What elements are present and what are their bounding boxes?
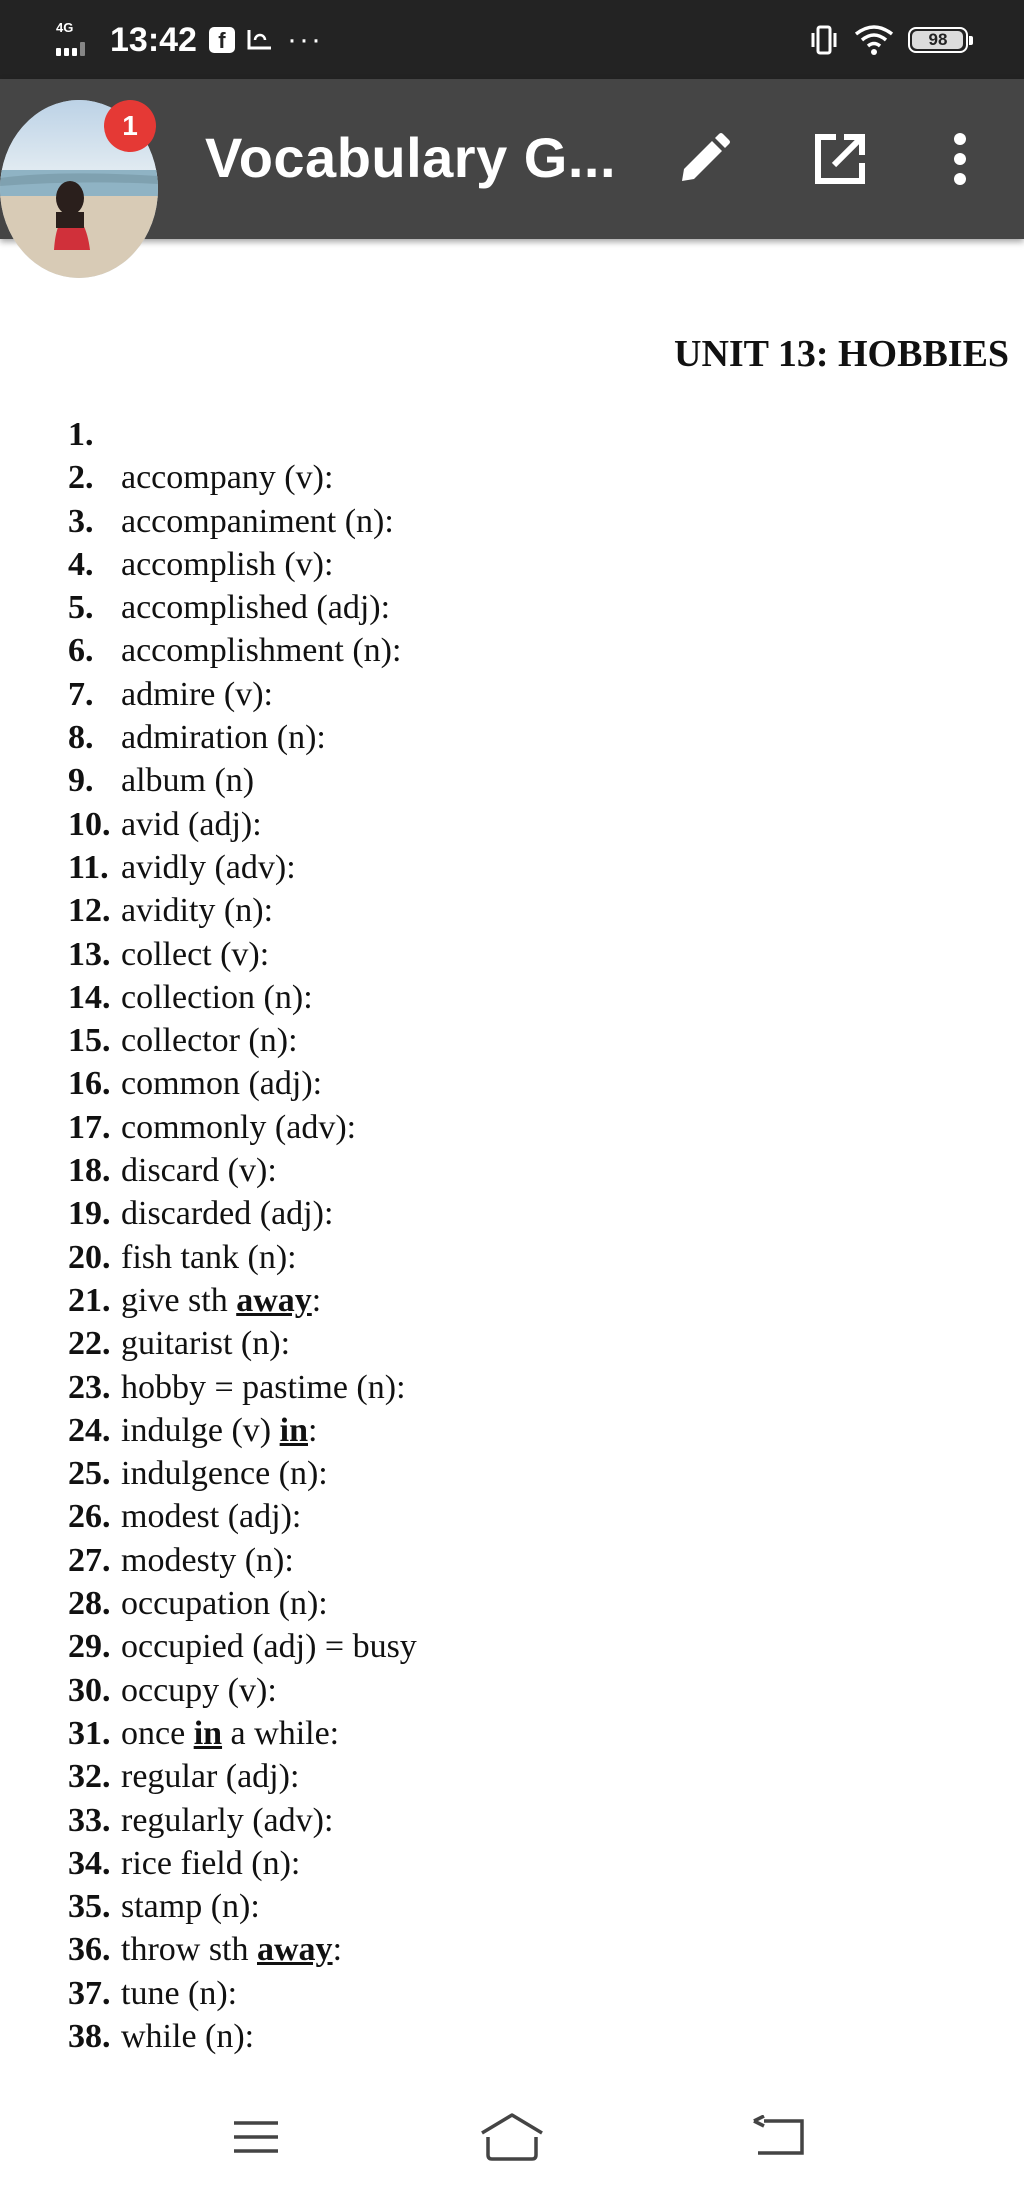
network-type: 4G (56, 20, 74, 35)
vocab-item (68, 1149, 417, 1192)
term-text: accomplishment (n): (121, 632, 402, 670)
item-term (121, 1322, 290, 1365)
wifi-icon (854, 24, 894, 56)
item-term (121, 543, 333, 586)
item-term (121, 500, 394, 543)
status-bar (0, 0, 1024, 79)
item-number: 11. (68, 848, 109, 886)
vocab-item (68, 1712, 417, 1755)
term-text: fish tank (n): (121, 1238, 297, 1276)
term-text: accompany (v): (121, 459, 334, 497)
open-external-button[interactable] (804, 123, 876, 195)
item-number: 32. (68, 1758, 111, 1796)
term-text: hobby = pastime (n): (121, 1368, 406, 1406)
notification-badge: 1 (104, 100, 156, 152)
vocab-item (68, 586, 417, 629)
signal-icon (56, 20, 98, 60)
item-number: 10. (68, 805, 111, 843)
item-number: 4. (68, 545, 94, 583)
item-term (121, 456, 333, 499)
item-term (121, 2015, 254, 2058)
vocab-item (68, 1366, 417, 1409)
item-term (121, 1582, 328, 1625)
item-number: 24. (68, 1411, 111, 1449)
item-term (121, 1236, 297, 1279)
item-term (121, 1366, 406, 1409)
term-text: give sth (121, 1281, 237, 1319)
vocab-item (68, 456, 417, 499)
item-number: 27. (68, 1541, 111, 1579)
item-number: 29. (68, 1628, 111, 1666)
term-text: album (n) (121, 762, 255, 800)
item-number: 28. (68, 1585, 111, 1623)
item-number: 15. (68, 1022, 111, 1060)
item-term (121, 1928, 342, 1971)
more-notifications-icon: ··· (286, 23, 323, 56)
item-number: 1. (68, 416, 94, 453)
item-term (121, 1495, 301, 1538)
item-number: 23. (68, 1368, 111, 1406)
status-left (56, 18, 323, 62)
item-term (121, 1669, 277, 1712)
battery-level: 98 (928, 30, 948, 49)
term-particle: away (257, 1931, 333, 1969)
term-text: accompaniment (n): (121, 502, 394, 540)
vocab-item (68, 1669, 417, 1712)
item-term (121, 716, 326, 759)
item-term (121, 889, 273, 932)
open-external-icon (810, 129, 870, 189)
term-particle: in (279, 1411, 308, 1449)
item-number: 38. (68, 2017, 111, 2055)
vocab-item (68, 933, 417, 976)
item-number: 18. (68, 1152, 111, 1190)
item-term (121, 1062, 322, 1105)
term-particle: in (193, 1714, 223, 1752)
item-number: 33. (68, 1801, 111, 1839)
item-number: 20. (68, 1238, 111, 1276)
item-term (121, 976, 313, 1019)
item-number: 30. (68, 1671, 111, 1709)
vocab-item (68, 1625, 417, 1668)
term-text: : (332, 1931, 343, 1969)
vocab-item (68, 1236, 417, 1279)
term-text: indulgence (n): (121, 1455, 328, 1493)
vibrate-icon (808, 23, 840, 57)
vocab-item (68, 846, 417, 889)
edit-icon (674, 129, 734, 189)
term-text: while (n): (121, 2017, 255, 2055)
item-number: 9. (68, 762, 94, 800)
term-text: collect (v): (121, 935, 270, 973)
vocab-item (68, 1755, 417, 1798)
item-number: 8. (68, 719, 94, 757)
term-text: rice field (n): (121, 1844, 301, 1882)
item-term (121, 1019, 298, 1062)
item-number: 22. (68, 1325, 111, 1363)
vocab-item (68, 1582, 417, 1625)
term-text: : (311, 1281, 322, 1319)
term-text: common (adj): (121, 1065, 323, 1103)
item-term (121, 629, 401, 672)
term-text: occupied (adj) = busy (121, 1628, 417, 1666)
item-number: 37. (68, 1974, 111, 2012)
vocab-item (68, 1279, 417, 1322)
item-term (121, 1192, 333, 1235)
term-text: commonly (adv): (121, 1108, 357, 1146)
item-term (121, 1625, 417, 1668)
vocab-item (68, 976, 417, 1019)
unit-heading: UNIT 13: HOBBIES (674, 333, 1010, 375)
more-options-button[interactable] (928, 123, 992, 195)
item-term (121, 1755, 299, 1798)
term-text: collection (n): (121, 978, 313, 1016)
term-text: throw sth (121, 1931, 257, 1969)
item-number: 14. (68, 978, 111, 1016)
vocab-item (68, 1106, 417, 1149)
term-text: admiration (n): (121, 719, 326, 757)
status-right (808, 20, 968, 60)
item-number: 12. (68, 892, 111, 930)
battery-icon (908, 27, 968, 53)
vocab-item (68, 1452, 417, 1495)
item-term (121, 1409, 317, 1452)
item-term (121, 803, 262, 846)
term-particle: away (236, 1281, 312, 1319)
item-number: 3. (68, 502, 94, 540)
term-text: avidly (adv): (121, 848, 296, 886)
term-text: occupy (v): (121, 1671, 277, 1709)
vocab-item (68, 1539, 417, 1582)
term-text: discard (v): (121, 1152, 277, 1190)
term-text: guitarist (n): (121, 1325, 291, 1363)
vocab-item (68, 1928, 417, 1971)
term-text: occupation (n): (121, 1585, 328, 1623)
vocab-item (68, 803, 417, 846)
vocab-item (68, 1799, 417, 1842)
term-text: a while: (222, 1714, 340, 1752)
item-term (121, 673, 273, 716)
item-number: 19. (68, 1195, 111, 1233)
item-number: 13. (68, 935, 111, 973)
term-text: admire (v): (121, 675, 273, 713)
term-text: regularly (adv): (121, 1801, 334, 1839)
item-term (121, 1279, 321, 1322)
item-term (121, 1149, 277, 1192)
item-number: 5. (68, 589, 94, 627)
vocab-item (68, 889, 417, 932)
item-number: 36. (68, 1931, 111, 1969)
vocab-item (68, 2015, 417, 2058)
notification-icon (245, 27, 275, 53)
edit-button[interactable] (668, 123, 740, 195)
vocab-item (68, 1495, 417, 1538)
facebook-icon: f (209, 27, 235, 53)
item-term (121, 1972, 237, 2015)
menu-icon (230, 2117, 282, 2157)
term-text: avidity (n): (121, 892, 274, 930)
vocab-item (68, 716, 417, 759)
term-text: : (308, 1411, 318, 1449)
term-text: stamp (n): (121, 1888, 260, 1926)
chat-head[interactable] (0, 100, 158, 278)
term-text: indulge (v) (121, 1411, 280, 1449)
back-icon (750, 2115, 810, 2159)
item-term (121, 759, 254, 802)
vocab-item (68, 1062, 417, 1105)
vocab-item (68, 1972, 417, 2015)
item-number: 7. (68, 675, 94, 713)
term-text: collector (n): (121, 1022, 298, 1060)
item-number: 31. (68, 1714, 111, 1752)
term-text: avid (adj): (121, 805, 262, 843)
vocab-item (68, 759, 417, 802)
item-term (121, 1106, 356, 1149)
item-number: 17. (68, 1108, 111, 1146)
term-text: discarded (adj): (121, 1195, 334, 1233)
item-number: 26. (68, 1498, 111, 1536)
more-vert-icon (950, 131, 970, 187)
vocab-item (68, 629, 417, 672)
term-text: accomplish (v): (121, 545, 334, 583)
item-number: 35. (68, 1888, 111, 1926)
document-view[interactable] (0, 239, 1024, 2079)
vocab-item (68, 673, 417, 716)
vocab-item (68, 1842, 417, 1885)
term-text: accomplished (adj): (121, 589, 391, 627)
status-time: 13:42 (110, 20, 197, 59)
term-text: regular (adj): (121, 1758, 300, 1796)
vocab-item (68, 1192, 417, 1235)
term-text: modesty (n): (121, 1541, 294, 1579)
item-term (121, 933, 269, 976)
home-button[interactable] (476, 2105, 548, 2169)
term-text: once (121, 1714, 194, 1752)
vocab-item (68, 1322, 417, 1365)
term-text: modest (adj): (121, 1498, 302, 1536)
item-term (121, 1885, 260, 1928)
item-term (121, 1539, 294, 1582)
vocab-list (68, 413, 417, 2058)
item-number: 16. (68, 1065, 111, 1103)
back-button[interactable] (744, 2105, 816, 2169)
item-number: 2. (68, 459, 94, 497)
app-title: Vocabulary G... (205, 126, 617, 189)
item-term (121, 586, 390, 629)
item-number: 25. (68, 1455, 111, 1493)
vocab-item (68, 413, 417, 456)
vocab-item (68, 1409, 417, 1452)
item-term (121, 1712, 339, 1755)
term-text: tune (n): (121, 1974, 238, 2012)
item-term (121, 846, 296, 889)
home-icon (476, 2111, 548, 2163)
item-term (121, 1452, 328, 1495)
item-number: 6. (68, 632, 94, 670)
item-term (121, 1799, 333, 1842)
vocab-item (68, 500, 417, 543)
recents-button[interactable] (220, 2105, 292, 2169)
item-number: 34. (68, 1844, 111, 1882)
item-term (121, 1842, 300, 1885)
system-nav-bar (0, 2080, 1024, 2194)
vocab-item (68, 1019, 417, 1062)
vocab-item (68, 543, 417, 586)
vocab-item (68, 1885, 417, 1928)
item-number: 21. (68, 1281, 111, 1319)
